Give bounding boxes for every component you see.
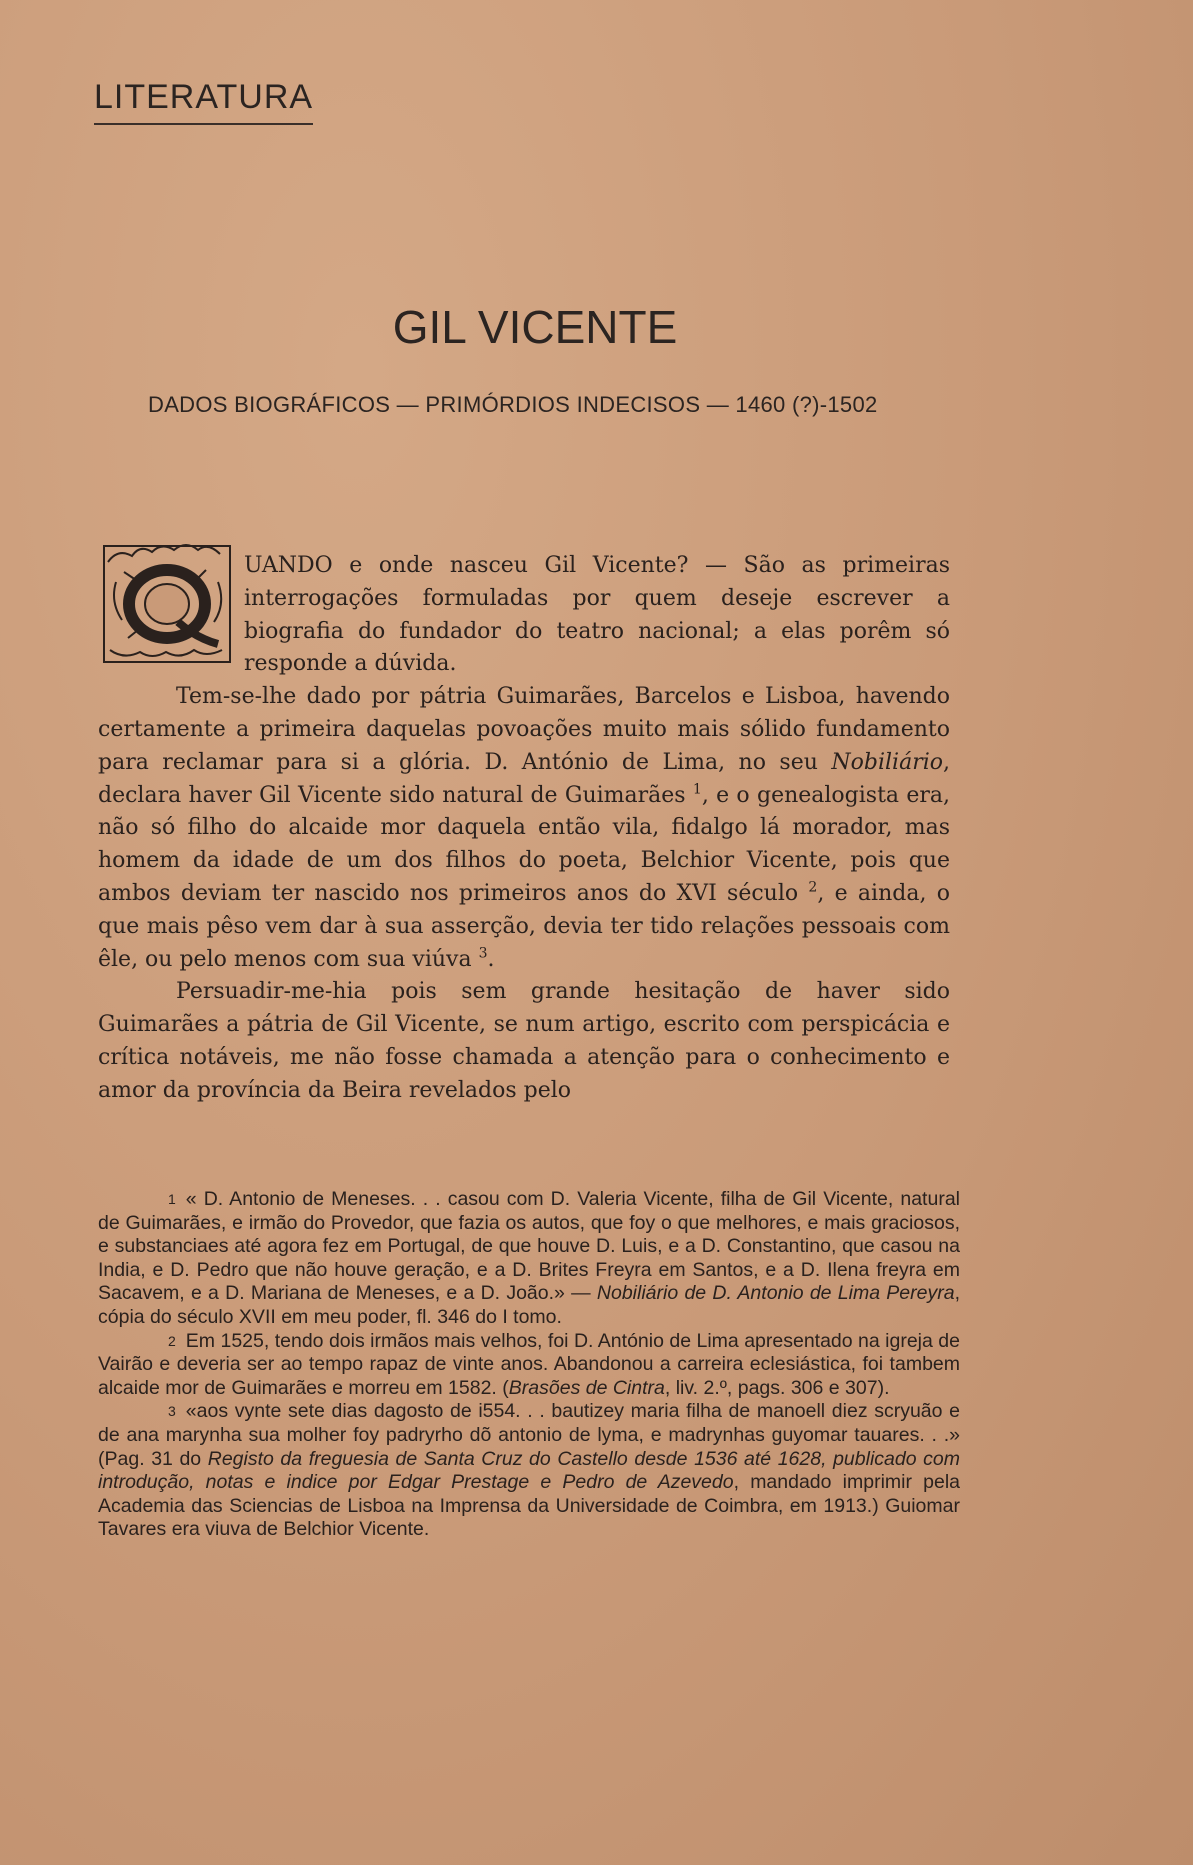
footnotes xyxy=(98,1188,960,1542)
p2-text-c: , e o genealogista era, não só filho do alcaide mor daquela então vila, fidalgo lá morador, mas homem da idade de um dos filhos do poeta, Belchior Vicente, pois que ambos deviam ter nascido nos primeiros anos do XVI século xyxy=(98,782,950,906)
chapter-title: GIL VICENTE xyxy=(392,301,678,353)
footnote-ref-3: 3 xyxy=(478,945,488,962)
footnote-2-number: 2 xyxy=(168,1332,176,1349)
paragraph-1-text: UANDO e onde nasceu Gil Vicente? — São as primeiras interrogações formuladas por quem deseje escrever a biografia do fundador do teatro nacional; a elas porêm só responde a dúvida. xyxy=(244,553,950,677)
footnote-3-work: Registo da freguesia de Santa Cruz do Castello desde 1536 até 1628, publicado com introdução, notas e indice por Edgar Prestage e Pedro de Azevedo xyxy=(98,1447,960,1494)
footnote-1-number: 1 xyxy=(168,1191,176,1207)
footnote-3-number: 3 xyxy=(168,1403,176,1420)
footnote-1-text-a: « D. Antonio de Meneses. . . casou com D. Valeria Vicente, filha de Gil Vicente, natural de Guimarães, e irmão do Provedor, que fazia os autos, que foy o que melhores, e mais graciosos, e substanciaes até agora fez em Portugal, de que houve D. Luis, e a D. Constantino, que casou na India, e D. Pedro que não houve geração, e a D. Brites Freyra em Santos, e a D. Ilena freyra em Sacavem, e a D. Mariana de Meneses, e a D. João.» — xyxy=(98,1188,960,1305)
footnote-1-work: Nobiliário de D. Antonio de Lima Pereyra xyxy=(596,1282,955,1305)
footnote-3 xyxy=(98,1400,960,1542)
p2-text-a: Tem-se-lhe dado por pátria Guimarães, Barcelos e Lisboa, havendo certamente a primeira daquelas povoações muito mais sólido fundamento para reclamar para si a glória. D. António de Lima, no seu xyxy=(98,684,950,775)
ornamental-initial-q-icon xyxy=(98,542,236,668)
footnote-2 xyxy=(98,1330,960,1401)
paragraph-3: Persuadir-me-hia pois sem grande hesitação de haver sido Guimarães a pátria de Gil Vicente, se num artigo, escrito com perspicácia e crítica notáveis, me não fosse chamada a atenção para o conhecimento e amor da província da Beira revelados pelo xyxy=(98,979,950,1103)
footnote-3-text-b: , mandado imprimir pela Academia das Sciencias de Lisboa na Imprensa da Universidade de Coimbra, em 1913.) Guiomar Tavares era viuva de Belchior Vicente. xyxy=(98,1471,961,1541)
footnote-2-work: Brasões de Cintra xyxy=(508,1376,665,1399)
footnote-ref-2: 2 xyxy=(808,879,818,896)
paragraph-2 xyxy=(98,681,950,976)
p2-text-e: . xyxy=(487,946,495,972)
p2-work-title: Nobiliário xyxy=(831,749,943,775)
p2-text-d: , e ainda, o que mais pêso vem dar à sua asserção, devia ter tido relações pessoais com êle, ou pelo menos com sua viúva xyxy=(98,880,950,972)
footnote-2-text-a: Em 1525, tendo dois irmãos mais velhos, foi D. António de Lima apresentado na igreja de Vairão e deveria ser ao tempo rapaz de vinte anos. Abandonou a carreira eclesiástica, foi tambem alcaide mor de Guimarães e morreu em 1582. ( xyxy=(98,1329,960,1399)
chapter-subtitle: DADOS BIOGRÁFICOS — PRIMÓRDIOS INDECISOS — 1460 (?)-1502 xyxy=(148,392,878,417)
footnote-1 xyxy=(98,1188,960,1330)
footnote-3-text-a: «aos vynte sete dias dagosto de i554. . . bautizey maria filha de manoell diez scryuão e de ana marynha sua molher foy padryrho dõ antonio de lyma, e madrynhas guyomar tauares. . .» (Pag. 31 do xyxy=(98,1400,960,1470)
footnote-ref-1: 1 xyxy=(692,781,702,798)
body-text xyxy=(98,550,950,1108)
section-label: LITERATURA xyxy=(94,78,313,125)
paragraph-1 xyxy=(98,550,950,681)
footnote-1-text-b: , cópia do século XVII em meu poder, fl. 346 do I tomo. xyxy=(98,1282,960,1328)
footnote-2-text-b: , liv. 2.º, pags. 306 e 307). xyxy=(664,1376,890,1399)
p2-text-b: , declara haver Gil Vicente sido natural de Guimarães xyxy=(98,749,950,808)
